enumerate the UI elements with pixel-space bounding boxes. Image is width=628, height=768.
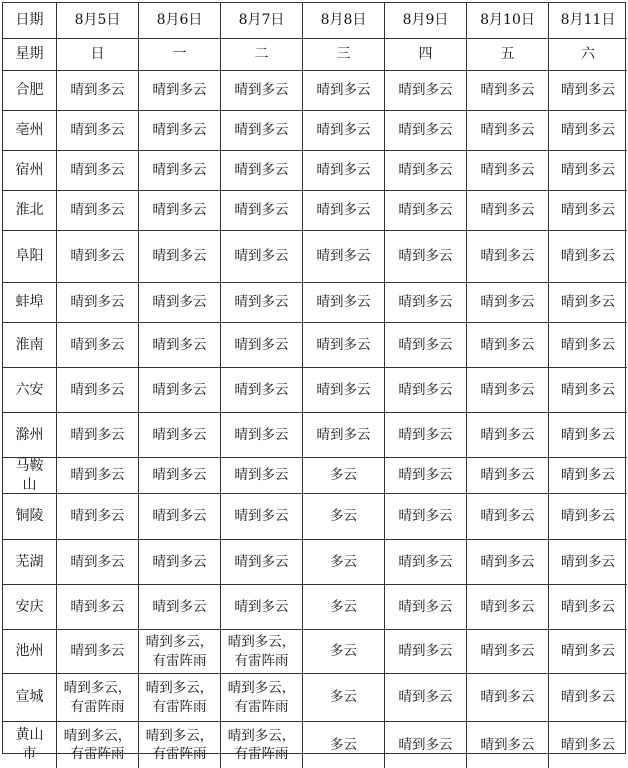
- weekday-header-cell: 二: [221, 39, 303, 71]
- weather-cell: 晴到多云: [467, 674, 549, 722]
- weather-cell: 晴到多云: [57, 413, 139, 458]
- weather-cell: 晴到多云: [467, 283, 549, 323]
- date-header-cell: 8月6日: [139, 3, 221, 39]
- weather-cell: 晴到多云， 有雷阵雨: [57, 722, 139, 768]
- weather-cell: 晴到多云: [385, 494, 467, 540]
- weather-cell: 晴到多云: [549, 413, 627, 458]
- weather-cell: 晴到多云: [303, 368, 385, 413]
- weekday-header-cell: 六: [549, 39, 627, 71]
- date-header-cell: 8月9日: [385, 3, 467, 39]
- weather-cell: 晴到多云: [549, 674, 627, 722]
- weather-cell: 晴到多云: [57, 191, 139, 231]
- weather-cell: 晴到多云: [385, 111, 467, 151]
- date-header-cell: 8月7日: [221, 3, 303, 39]
- weather-cell: 晴到多云: [303, 191, 385, 231]
- weather-cell: 晴到多云: [139, 494, 221, 540]
- weather-cell: 晴到多云: [303, 71, 385, 111]
- weather-cell: 晴到多云: [549, 283, 627, 323]
- weather-cell: 晴到多云: [221, 458, 303, 494]
- city-name-cell: 蚌埠: [3, 283, 57, 323]
- date-header-cell: 8月5日: [57, 3, 139, 39]
- city-name-cell: 池州: [3, 630, 57, 674]
- weekday-header-cell: 五: [467, 39, 549, 71]
- weather-cell: 晴到多云: [385, 191, 467, 231]
- weather-cell: 晴到多云: [549, 191, 627, 231]
- weather-cell: 晴到多云: [549, 494, 627, 540]
- weather-cell: 晴到多云: [57, 151, 139, 191]
- weekday-header-cell: 一: [139, 39, 221, 71]
- weather-cell: 晴到多云: [467, 630, 549, 674]
- weather-cell: 晴到多云， 有雷阵雨: [221, 722, 303, 768]
- city-name-cell: 淮北: [3, 191, 57, 231]
- weather-cell: 晴到多云: [57, 494, 139, 540]
- weather-cell: 晴到多云: [221, 413, 303, 458]
- weather-cell: 晴到多云， 有雷阵雨: [57, 674, 139, 722]
- city-name-cell: 安庆: [3, 585, 57, 630]
- city-name-cell: 芜湖: [3, 540, 57, 585]
- city-name-cell: 铜陵: [3, 494, 57, 540]
- city-name-cell: 合肥: [3, 71, 57, 111]
- date-label-cell: 日期: [3, 3, 57, 39]
- weather-cell: 晴到多云: [467, 458, 549, 494]
- weather-cell: 晴到多云: [221, 151, 303, 191]
- weather-cell: 晴到多云: [139, 458, 221, 494]
- weather-cell: 晴到多云: [385, 674, 467, 722]
- forecast-table: [2, 2, 626, 762]
- weather-cell: 晴到多云: [549, 323, 627, 368]
- weather-cell: 晴到多云: [467, 585, 549, 630]
- weather-cell: 晴到多云: [467, 191, 549, 231]
- weather-cell: 晴到多云: [549, 630, 627, 674]
- weather-cell: 多云: [303, 722, 385, 768]
- weather-cell: 晴到多云: [57, 111, 139, 151]
- city-name-cell: 阜阳: [3, 231, 57, 283]
- date-header-cell: 8月10日: [467, 3, 549, 39]
- weather-cell: 多云: [303, 585, 385, 630]
- weather-cell: 晴到多云: [221, 231, 303, 283]
- city-name-cell: 马鞍 山: [3, 458, 57, 494]
- weather-cell: 晴到多云: [467, 71, 549, 111]
- weather-cell: 晴到多云: [303, 111, 385, 151]
- weather-cell: 晴到多云: [467, 111, 549, 151]
- weather-cell: 晴到多云: [385, 283, 467, 323]
- city-name-cell: 滁州: [3, 413, 57, 458]
- weather-cell: 晴到多云: [549, 540, 627, 585]
- weather-cell: 晴到多云: [467, 323, 549, 368]
- weather-cell: 多云: [303, 458, 385, 494]
- weather-cell: 晴到多云: [303, 283, 385, 323]
- weather-cell: 晴到多云: [385, 630, 467, 674]
- weather-cell: 晴到多云: [467, 231, 549, 283]
- weather-cell: 晴到多云: [549, 585, 627, 630]
- weather-cell: 晴到多云: [549, 231, 627, 283]
- weather-cell: 晴到多云: [221, 111, 303, 151]
- weather-cell: 晴到多云: [139, 191, 221, 231]
- weather-cell: 晴到多云: [467, 413, 549, 458]
- weather-cell: 晴到多云: [221, 283, 303, 323]
- weather-cell: 晴到多云: [467, 494, 549, 540]
- weather-cell: 晴到多云: [221, 540, 303, 585]
- weather-cell: 晴到多云: [303, 231, 385, 283]
- weather-cell: 晴到多云: [221, 494, 303, 540]
- weather-cell: 晴到多云: [549, 151, 627, 191]
- weather-cell: 晴到多云: [221, 368, 303, 413]
- weather-cell: 晴到多云: [57, 458, 139, 494]
- weather-cell: 晴到多云: [385, 413, 467, 458]
- weather-cell: 晴到多云: [57, 630, 139, 674]
- weather-cell: 晴到多云: [385, 458, 467, 494]
- weather-cell: 晴到多云: [303, 151, 385, 191]
- weather-cell: 晴到多云: [303, 323, 385, 368]
- weather-cell: 晴到多云: [385, 722, 467, 768]
- weather-cell: 晴到多云: [467, 722, 549, 768]
- weather-cell: 晴到多云: [57, 283, 139, 323]
- city-name-cell: 亳州: [3, 111, 57, 151]
- weather-cell: 多云: [303, 630, 385, 674]
- date-header-cell: 8月11日: [549, 3, 627, 39]
- city-name-cell: 宣城: [3, 674, 57, 722]
- weather-cell: 多云: [303, 674, 385, 722]
- weather-cell: 晴到多云: [57, 71, 139, 111]
- weather-cell: 晴到多云: [385, 540, 467, 585]
- city-name-cell: 淮南: [3, 323, 57, 368]
- weather-cell: 晴到多云: [139, 413, 221, 458]
- weather-cell: 晴到多云: [139, 585, 221, 630]
- weather-cell: 晴到多云: [221, 71, 303, 111]
- weather-cell: 晴到多云: [467, 151, 549, 191]
- weather-cell: 晴到多云: [221, 585, 303, 630]
- weekday-header-cell: 四: [385, 39, 467, 71]
- weather-cell: 晴到多云: [57, 585, 139, 630]
- weather-cell: 晴到多云: [139, 111, 221, 151]
- weather-cell: 晴到多云: [139, 283, 221, 323]
- weather-cell: 晴到多云: [561, 736, 615, 753]
- weekday-label-cell: 星期: [3, 39, 57, 71]
- weekday-header-cell: 日: [57, 39, 139, 71]
- weather-cell: 晴到多云， 有雷阵雨: [139, 722, 221, 768]
- weather-cell: 晴到多云: [139, 231, 221, 283]
- weather-cell: 晴到多云: [57, 323, 139, 368]
- weather-cell: 晴到多云， 有雷阵雨: [221, 674, 303, 722]
- weather-cell: 晴到多云: [549, 368, 627, 413]
- weather-cell: 晴到多云: [57, 368, 139, 413]
- weather-cell: 晴到多云: [549, 458, 627, 494]
- weather-cell: 晴到多云: [139, 323, 221, 368]
- weather-cell: 晴到多云: [385, 585, 467, 630]
- weather-cell: 晴到多云: [385, 231, 467, 283]
- weather-cell: 晴到多云: [139, 71, 221, 111]
- weather-cell: 晴到多云: [303, 413, 385, 458]
- weather-cell: 晴到多云， 有雷阵雨: [139, 630, 221, 674]
- weather-cell: 晴到多云， 有雷阵雨: [139, 674, 221, 722]
- weather-cell: 晴到多云: [57, 540, 139, 585]
- date-header-cell: 8月8日: [303, 3, 385, 39]
- weather-cell: 多云: [303, 540, 385, 585]
- weather-cell: 晴到多云， 有雷阵雨: [221, 630, 303, 674]
- city-name-cell: 宿州: [3, 151, 57, 191]
- weather-cell: 晴到多云: [467, 540, 549, 585]
- weather-cell: 晴到多云: [385, 151, 467, 191]
- weekday-header-cell: 三: [303, 39, 385, 71]
- weather-cell: 晴到多云: [549, 111, 627, 151]
- weather-cell: 晴到多云: [221, 323, 303, 368]
- city-name-cell: 黄山 市: [3, 722, 57, 768]
- weather-cell: 晴到多云: [385, 71, 467, 111]
- city-name-cell: 六安: [3, 368, 57, 413]
- weather-cell: 多云: [303, 494, 385, 540]
- weather-cell: 晴到多云: [57, 231, 139, 283]
- weather-cell: 晴到多云: [221, 191, 303, 231]
- weather-cell: 晴到多云: [385, 323, 467, 368]
- weather-cell: 晴到多云: [139, 368, 221, 413]
- weather-cell: 晴到多云: [139, 540, 221, 585]
- weather-cell: 晴到多云: [139, 151, 221, 191]
- weather-cell: 晴到多云: [385, 368, 467, 413]
- weather-cell: 晴到多云: [467, 368, 549, 413]
- weather-cell: 晴到多云: [549, 71, 627, 111]
